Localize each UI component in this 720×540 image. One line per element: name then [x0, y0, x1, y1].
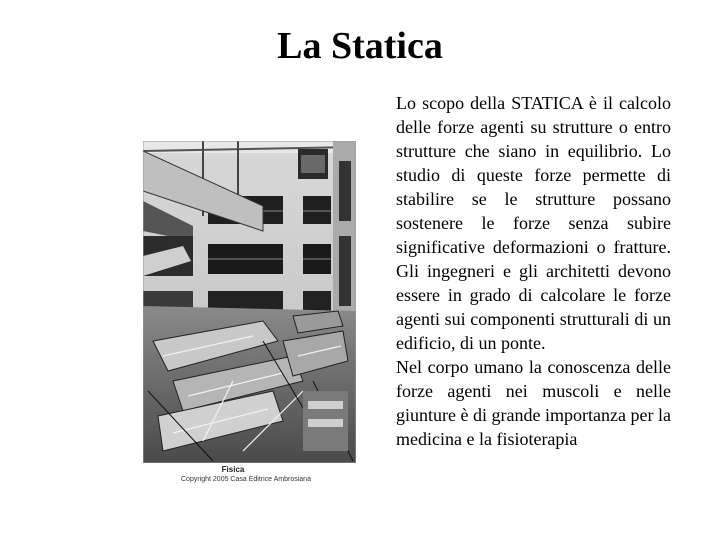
photo-caption-title: Fisica: [221, 465, 245, 474]
body-paragraph-statica: Lo scopo della STATICA è il calcolo delle forze agenti su strutture o entro strutture che siano in equilibrio. Lo studio di queste forze permette di stabilire se le strutture possano sostenere le forze senza subire significative deformazioni o fratture. Gli ingegneri e gli architetti devono essere in grado di calcolare le forze agenti sui componenti strutturali di un edificio, di un ponte.: [396, 93, 671, 353]
photo-image: [143, 141, 356, 463]
collapsed-building-photo: [143, 141, 356, 488]
photo-caption-copyright: Copyright 2005 Casa Editrice Ambrosiana: [181, 476, 311, 483]
slide-body-text: [396, 91, 671, 451]
body-paragraph-corpo-umano: Nel corpo umano la conoscenza delle forze agenti nei muscoli e nelle giunture è di grande importanza per la medicina e la fisioterapia: [396, 357, 671, 449]
slide-title: La Statica: [277, 25, 443, 67]
